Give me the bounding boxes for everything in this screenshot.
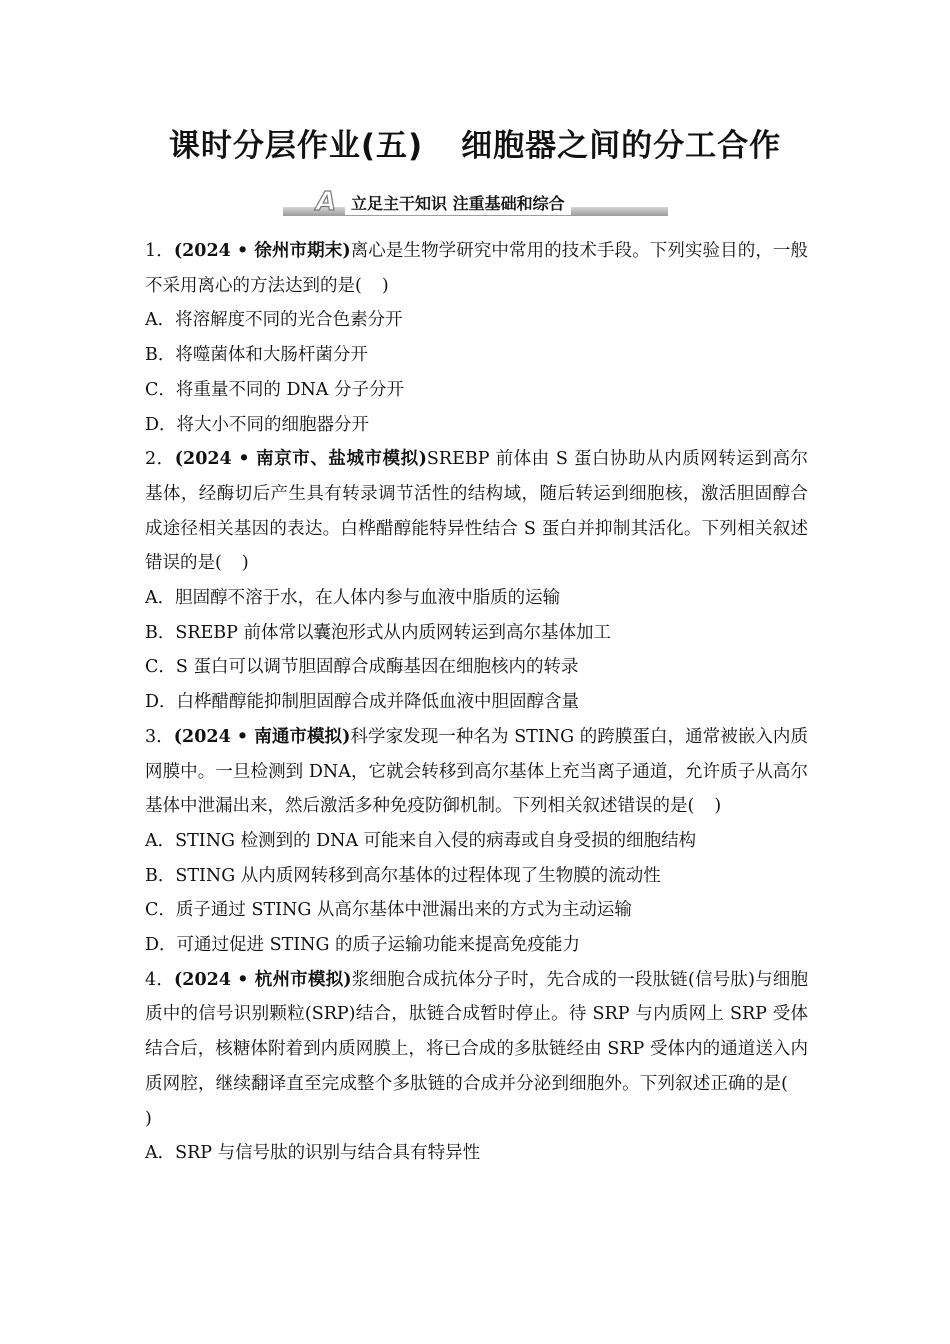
question-2-stem: 2．(2024 • 南京市、盐城市模拟)SREBP 前体由 S 蛋白协助从内质网转运到高尔基体，经酶切后产生具有转录调节活性的结构域，随后转运到细胞核，激活胆固醇合成途径相关基因的表达。白桦醋醇能特异性结合 S 蛋白并抑制其活化。下列相关叙述错误的是( ) (145, 449, 809, 574)
question-list (145, 234, 808, 1171)
question-4-option-a: A．SRP 与信号肽的识别与结合具有特异性 (145, 1143, 481, 1164)
question-1-option-a: A．将溶解度不同的光合色素分开 (145, 310, 403, 331)
question-1-option-c: C．将重量不同的 DNA 分子分开 (145, 379, 404, 400)
question-1-option-d: D．将大小不同的细胞器分开 (145, 414, 370, 435)
page-title (0, 120, 950, 165)
title-topic: 细胞器之间的分工合作 (461, 128, 782, 164)
question-2-option-d: D．白桦醋醇能抑制胆固醇合成并降低血液中胆固醇含量 (145, 692, 580, 713)
question-source: (2024 • 徐州市期末) (173, 241, 351, 261)
question-2-option-b: B．SREBP 前体常以囊泡形式从内质网转运到高尔基体加工 (145, 622, 611, 643)
question-1-stem: 1．(2024 • 徐州市期末)离心是生物学研究中常用的技术手段。下列实验目的，一般不采用离心的方法达到的是( ) (145, 241, 808, 296)
question-2-option-c: C．S 蛋白可以调节胆固醇合成酶基因在细胞核内的转录 (145, 657, 579, 678)
question-4-stem: 4．(2024 • 杭州市模拟)浆细胞合成抗体分子时，先合成的一段肽链(信号肽)与细胞质中的信号识别颗粒(SRP)结合，肽链合成暂时停止。待 SRP 与内质网上 SRP 受体结合后，核糖体附着到内质网膜上，将已合成的多肽链经由 SRP 受体内的通道送入内质网腔，继续翻译直至完成整个多肽链的合成并分泌到细胞外。下列叙述正确的是() (145, 969, 808, 1129)
question-source: (2024 • 南京市、盐城市模拟) (174, 449, 427, 470)
question-2-option-a: A．胆固醇不溶于水，在人体内参与血液中脂质的运输 (145, 588, 561, 609)
question-1-option-b: B．将噬菌体和大肠杆菌分开 (145, 345, 368, 366)
section-letter-icon: A (315, 187, 337, 217)
question-3-stem: 3．(2024 • 南通市模拟)科学家发现一种名为 STING 的跨膜蛋白，通常被嵌入内质网膜中。一旦检测到 DNA，它就会转移到高尔基体上充当离子通道，允许质子从高尔基体中泄漏出来，然后激活多种免疫防御机制。下列相关叙述错误的是( ) (145, 726, 808, 817)
question-source: (2024 • 杭州市模拟) (174, 969, 352, 990)
question-3-option-c: C．质子通过 STING 从高尔基体中泄漏出来的方式为主动运输 (145, 900, 632, 921)
section-banner (283, 187, 668, 220)
section-label: 立足主干知识 注重基础和综合 (345, 193, 571, 215)
title-main: 课时分层作业(五) (168, 128, 424, 164)
question-source: (2024 • 南通市模拟) (173, 726, 351, 747)
question-3-option-b: B．STING 从内质网转移到高尔基体的过程体现了生物膜的流动性 (145, 865, 661, 886)
question-3-option-a: A．STING 检测到的 DNA 可能来自入侵的病毒或自身受损的细胞结构 (145, 830, 697, 851)
question-3-option-d: D．可通过促进 STING 的质子运输功能来提高免疫能力 (145, 935, 581, 956)
